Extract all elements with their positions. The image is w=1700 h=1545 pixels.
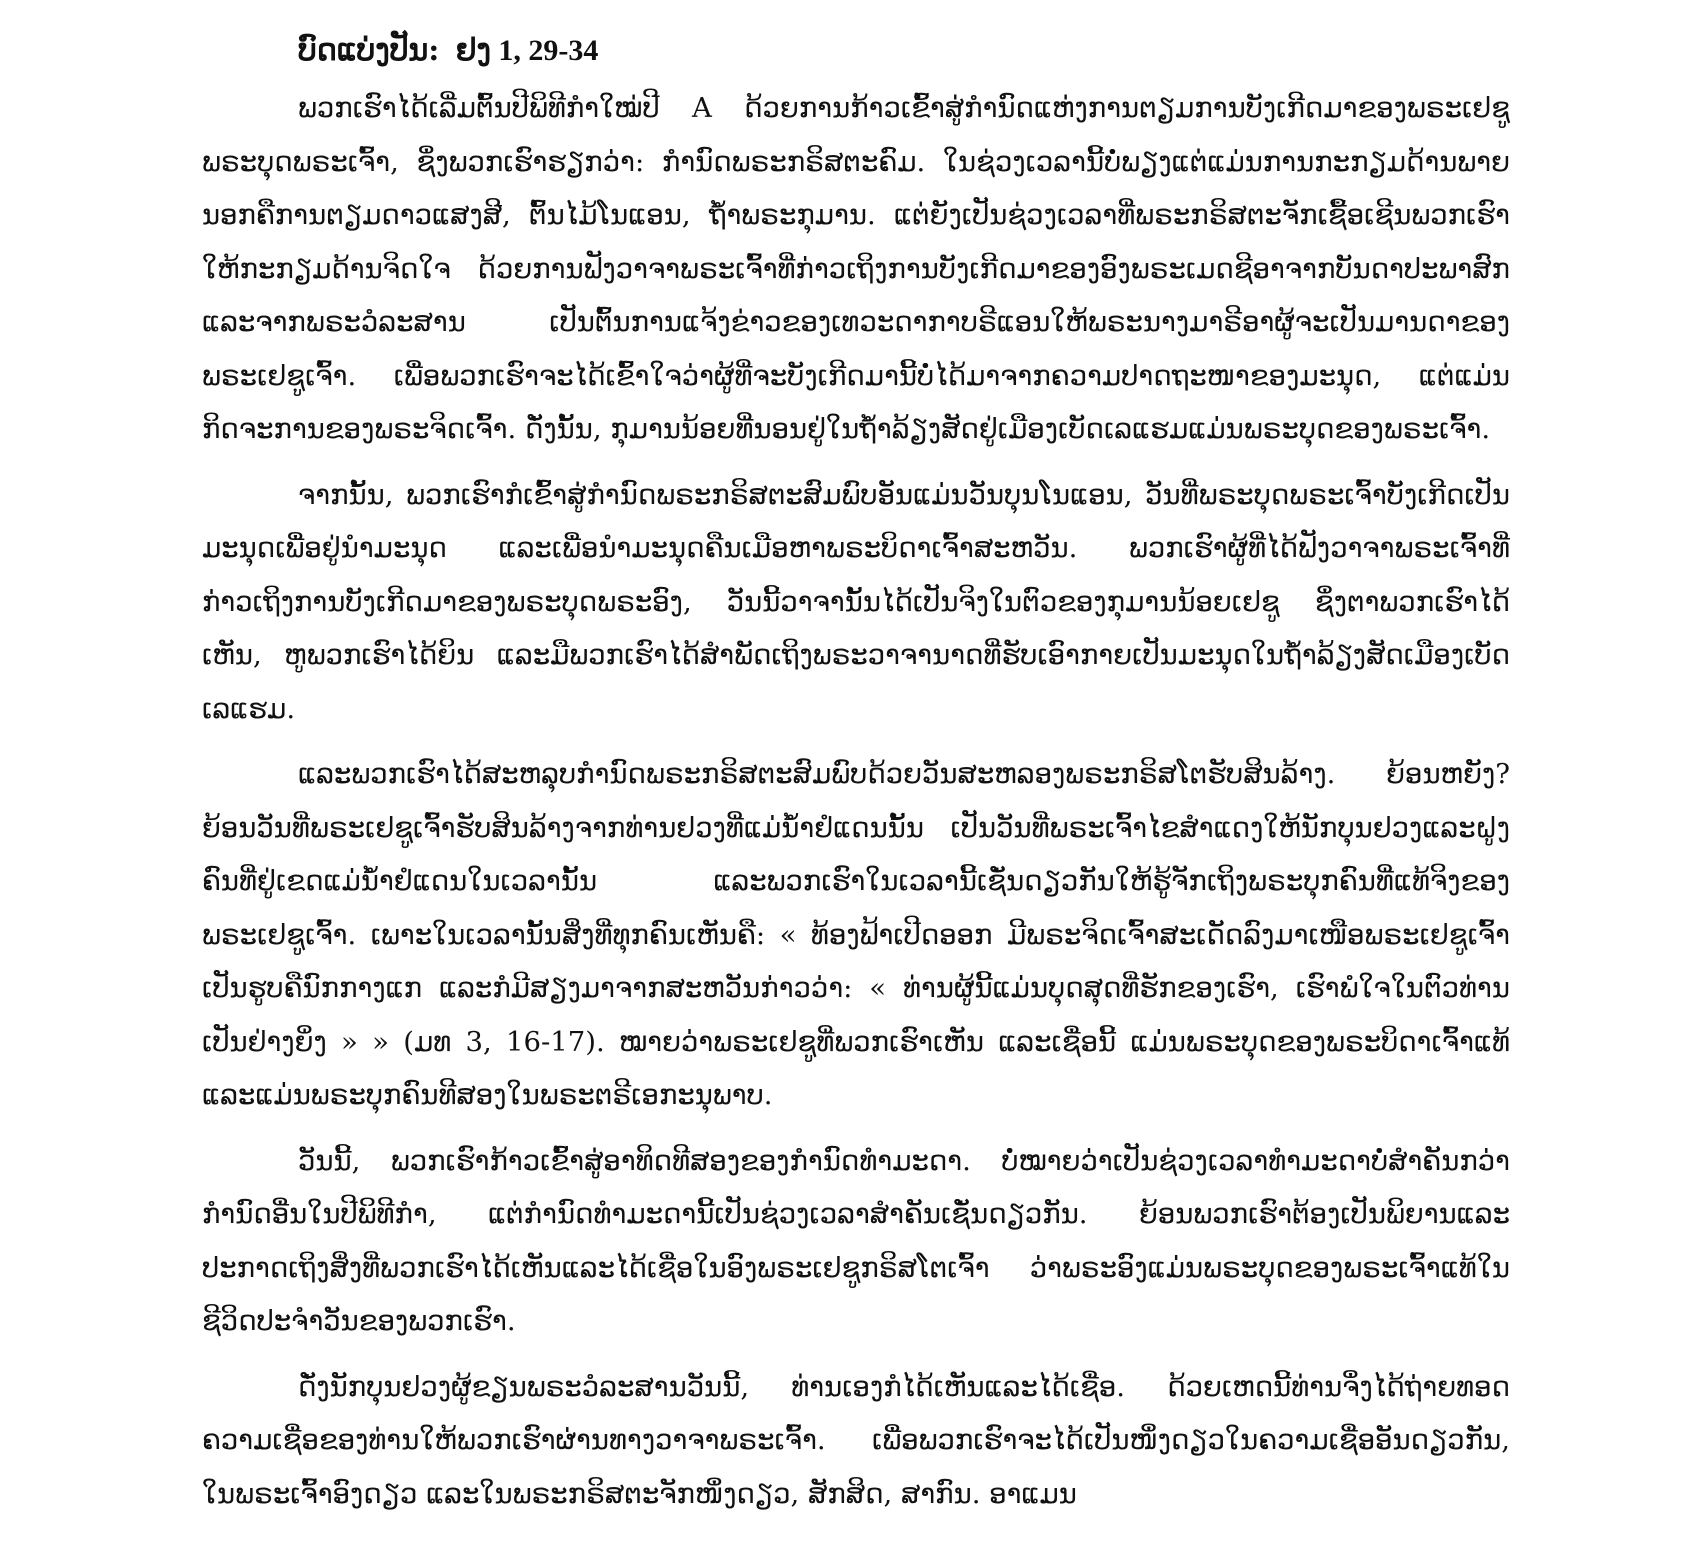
document-page: [202, 28, 1510, 1533]
heading-label: ບົດແບ່ງປັນ:: [298, 33, 440, 68]
paragraph-3: ແລະພວກເຮົາໄດ້ສະຫລຸບກຳນົດພຣະກຣິສຕະສົມພົບດ້ວຍວັນສະຫລອງພຣະກຣິສໂຕຮັບສິນລ້າງ. ຍ້ອນຫຍັງ? ຍ້ອນວັນທີ່ພຣະເຢຊູເຈົ້າຮັບສິນລ້າງຈາກທ່ານຢວງທີ່ແມ່ນ້ຳຢໍແດນນັ້ນ ເປັນວັນທີ່ພຣະເຈົ້າໄຂສຳແດງໃຫ້ນັກບຸນຢວງແລະຝູງຄົນທີ່ຢູ່ເຂດແມ່ນ້ຳຢໍແດນໃນເວລານັ້ນ ແລະພວກເຮົາໃນເວລານີ້ເຊັ່ນດຽວກັນໃຫ້ຮູ້ຈັກເຖິງພຣະບຸກຄົນທີ່ແທ້ຈິງຂອງພຣະເຢຊູເຈົ້າ. ເພາະໃນເວລານັ້ນສິ່ງທີ່ທຸກຄົນເຫັນຄື: « ທ້ອງຟ້າເປີດອອກ ມີພຣະຈິດເຈົ້າສະເດັດລົງມາເໜືອພຣະເຢຊູເຈົ້າເປັນຮູບຄືນົກກາງແກ ແລະກໍມີສຽງມາຈາກສະຫວັນກ່າວວ່າ: « ທ່ານຜູ້ນີ້ແມ່ນບຸດສຸດທີ່ຮັກຂອງເຮົາ, ເຮົາພໍໃຈໃນຕົວທ່ານເປັນຢ່າງຍິ່ງ » » (ມທ 3, 16-17). ໝາຍວ່າພຣະເຢຊູທີ່ພວກເຮົາເຫັນ ແລະເຊື່ອນີ້ ແມ່ນພຣະບຸດຂອງພຣະບິດາເຈົ້າແທ້ແລະແມ່ນພຣະບຸກຄົນທີສອງໃນພຣະຕຣີເອກະນຸພາບ.: [202, 758, 1510, 1111]
paragraph-1: ພວກເຮົາໄດ້ເລີ່ມຕົ້ນປີພິທີກຳໃໝ່ປີ A ດ້ວຍການກ້າວເຂົ້າສູ່ກຳນົດແຫ່ງການຕຽມການບັງເກີດມາຂອງພຣະເຢຊູພຣະບຸດພຣະເຈົ້າ, ຊຶ່ງພວກເຮົາຮຽກວ່າ: ກຳນົດພຣະກຣິສຕະຄົມ. ໃນຊ່ວງເວລານີ້ບໍ່ພຽງແຕ່ແມ່ນການກະກຽມດ້ານພາຍນອກຄືການຕຽມດາວແສງສີ, ຕົ້ນໄມ້ໂນແອນ, ຖ້ຳພຣະກຸມານ. ແຕ່ຍັງເປັນຊ່ວງເວລາທີ່ພຣະກຣິສຕະຈັກເຊື້ອເຊີນພວກເຮົາໃຫ້ກະກຽມດ້ານຈິດໃຈ ດ້ວຍການຟັງວາຈາພຣະເຈົ້າທີ່ກ່າວເຖິງການບັງເກີດມາຂອງອົງພຣະເມດຊີອາຈາກບັນດາປະພາສົກ ແລະຈາກພຣະວໍລະສານ ເປັນຕົ້ນການແຈ້ງຂ່າວຂອງເທວະດາກາບຣີແອນໃຫ້ພຣະນາງມາຣີອາຜູ້ຈະເປັນມານດາຂອງພຣະເຢຊູເຈົ້າ. ເພື່ອພວກເຮົາຈະໄດ້ເຂົ້າໃຈວ່າຜູ້ທີ່ຈະບັງເກີດມານີ້ບໍ່ໄດ້ມາຈາກຄວາມປາດຖະໜາຂອງມະນຸດ, ແຕ່ແມ່ນກິດຈະການຂອງພຣະຈິດເຈົ້າ. ດັ່ງນັ້ນ, ກຸມານນ້ອຍທີ່ນອນຢູ່ໃນຖ້ຳລ້ຽງສັດຢູ່ເມືອງເບັດເລແຮມແມ່ນພຣະບຸດຂອງພຣະເຈົ້າ.: [202, 92, 1510, 445]
paragraph-2: ຈາກນັ້ນ, ພວກເຮົາກໍເຂົ້າສູ່ກຳນົດພຣະກຣິສຕະສົມພົບອັນແມ່ນວັນບຸນໂນແອນ, ວັນທີ່ພຣະບຸດພຣະເຈົ້າບັງເກີດເປັນມະນຸດເພື່ອຢູ່ນຳມະນຸດ ແລະເພື່ອນຳມະນຸດຄືນເມືອຫາພຣະບິດາເຈົ້າສະຫວັນ. ພວກເຮົາຜູ້ທີ່ໄດ້ຟັງວາຈາພຣະເຈົ້າທີ່ກ່າວເຖິງການບັງເກີດມາຂອງພຣະບຸດພຣະອົງ, ວັນນີ້ວາຈານັ້ນໄດ້ເປັນຈິງໃນຕົວຂອງກຸມານນ້ອຍເຢຊູ ຊຶ່ງຕາພວກເຮົາໄດ້ເຫັນ, ຫູພວກເຮົາໄດ້ຍິນ ແລະມືພວກເຮົາໄດ້ສຳພັດເຖິງພຣະວາຈານາດທີ່ຮັບເອົາກາຍເປັນມະນຸດໃນຖ້ຳລ້ຽງສັດເມືອງເບັດເລແຮມ.: [202, 478, 1510, 725]
reading-heading: [298, 28, 1510, 74]
paragraph-5: ດັ່ງນັກບຸນຢວງຜູ້ຂຽນພຣະວໍລະສານວັນນີ້, ທ່ານເອງກໍໄດ້ເຫັນແລະໄດ້ເຊື່ອ. ດ້ວຍເຫດນີ້ທ່ານຈຶ່ງໄດ້ຖ່າຍທອດຄວາມເຊື່ອຂອງທ່ານໃຫ້ພວກເຮົາຜ່ານທາງວາຈາພຣະເຈົ້າ. ເພື່ອພວກເຮົາຈະໄດ້ເປັນໜຶ່ງດຽວໃນຄວາມເຊື່ອອັນດຽວກັນ, ໃນພຣະເຈົ້າອົງດຽວ ແລະໃນພຣະກຣິສຕະຈັກໜຶ່ງດຽວ, ສັກສິດ, ສາກົນ. ອາແມນ: [202, 1370, 1510, 1510]
paragraph-4: ວັນນີ້, ພວກເຮົາກ້າວເຂົ້າສູ່ອາທິດທີສອງຂອງກຳນົດທຳມະດາ. ບໍ່ໝາຍວ່າເປັນຊ່ວງເວລາທຳມະດາບໍ່ສຳຄັນກວ່າກຳນົດອື່ນໃນປີພິທີກຳ, ແຕ່ກຳນົດທຳມະດານີ້ເປັນຊ່ວງເວລາສຳຄັນເຊັ່ນດຽວກັນ. ຍ້ອນພວກເຮົາຕ້ອງເປັນພິຍານແລະປະກາດເຖິງສິ່ງທີ່ພວກເຮົາໄດ້ເຫັນແລະໄດ້ເຊື່ອໃນອົງພຣະເຢຊູກຣິສໂຕເຈົ້າ ວ່າພຣະອົງແມ່ນພຣະບຸດຂອງພຣະເຈົ້າແທ້ໃນຊີວິດປະຈຳວັນຂອງພວກເຮົາ.: [202, 1144, 1510, 1337]
scripture-reference: ຢງ 1, 29-34: [455, 34, 599, 67]
